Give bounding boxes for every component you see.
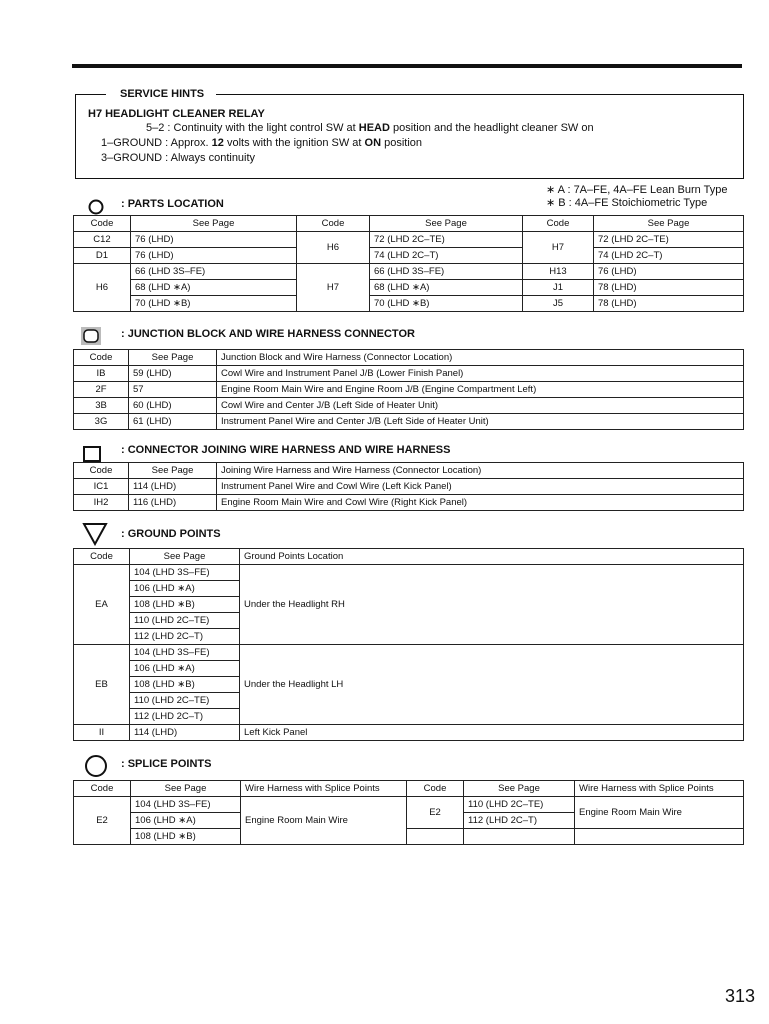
part-page: 72 (LHD 2C–TE) [594,232,744,248]
table-row [74,232,744,248]
table-row [74,414,744,430]
cj-location: Instrument Panel Wire and Cowl Wire (Left Kick Panel) [217,479,744,495]
header-see-page: See Page [370,216,523,232]
part-page: 70 (LHD ∗B) [370,296,523,312]
gp-page: 108 (LHD ∗B) [130,677,240,693]
sp-harness: Engine Room Main Wire [241,797,407,845]
connector-joining-icon [83,446,101,462]
gp-code: EB [74,645,130,725]
jb-code: 3B [74,398,129,414]
jb-code: 2F [74,382,129,398]
gp-location: Under the Headlight RH [240,565,744,645]
sp-page: 110 (LHD 2C–TE) [464,797,575,813]
table-row [74,725,744,741]
connector-joining-title: : CONNECTOR JOINING WIRE HARNESS AND WIRE HARNESS [121,444,451,456]
cj-location: Engine Room Main Wire and Cowl Wire (Right Kick Panel) [217,495,744,511]
part-code: D1 [74,248,131,264]
part-code: H7 [523,232,594,264]
header-see-page: See Page [464,781,575,797]
sp-page: 108 (LHD ∗B) [131,829,241,845]
table-row [74,264,744,280]
gp-page: 108 (LHD ∗B) [130,597,240,613]
part-code: J1 [523,280,594,296]
header-code: Code [74,216,131,232]
part-code: H7 [297,264,370,312]
note-a: ∗ A : 7A–FE, 4A–FE Lean Burn Type [546,184,728,196]
jb-page: 57 [129,382,217,398]
part-page: 74 (LHD 2C–T) [594,248,744,264]
gp-page: 114 (LHD) [130,725,240,741]
part-page: 76 (LHD) [594,264,744,280]
part-page: 78 (LHD) [594,296,744,312]
table-row [74,280,744,296]
part-page: 74 (LHD 2C–T) [370,248,523,264]
gp-page: 110 (LHD 2C–TE) [130,693,240,709]
header-see-page: See Page [131,781,241,797]
header-code: Code [74,549,130,565]
gp-page: 104 (LHD 3S–FE) [130,645,240,661]
sp-page: 104 (LHD 3S–FE) [131,797,241,813]
gp-page: 112 (LHD 2C–T) [130,709,240,725]
splice-points-title: : SPLICE POINTS [121,758,212,770]
part-page: 72 (LHD 2C–TE) [370,232,523,248]
table-header-row [74,549,744,565]
header-code: Code [523,216,594,232]
table-row [74,479,744,495]
part-code: J5 [523,296,594,312]
part-code: C12 [74,232,131,248]
part-page: 68 (LHD ∗A) [131,280,297,296]
jb-page: 60 (LHD) [129,398,217,414]
table-row [74,645,744,661]
ground-points-icon [82,522,108,546]
note-b: ∗ B : 4A–FE Stoichiometric Type [546,197,708,209]
junction-block-title: : JUNCTION BLOCK AND WIRE HARNESS CONNECTOR [121,328,415,340]
table-row [74,382,744,398]
jb-code: IB [74,366,129,382]
junction-block-icon [80,326,102,346]
top-rule [72,64,742,68]
header-see-page: See Page [130,549,240,565]
gp-page: 112 (LHD 2C–T) [130,629,240,645]
header-location: Joining Wire Harness and Wire Harness (Connector Location) [217,463,744,479]
sp-code: E2 [74,797,131,845]
sp-harness: Engine Room Main Wire [575,797,744,829]
parts-location-table [73,215,744,312]
gp-code: EA [74,565,130,645]
part-page: 76 (LHD) [131,248,297,264]
cj-code: IH2 [74,495,129,511]
relay-title: H7 HEADLIGHT CLEANER RELAY [88,108,265,120]
sp-page: 106 (LHD ∗A) [131,813,241,829]
gp-page: 106 (LHD ∗A) [130,581,240,597]
gp-code: II [74,725,130,741]
sp-empty-cell [464,829,575,845]
cj-page: 116 (LHD) [129,495,217,511]
table-row [74,248,744,264]
jb-location: Cowl Wire and Instrument Panel J/B (Lower Finish Panel) [217,366,744,382]
header-see-page: See Page [129,463,217,479]
page-number: 313 [724,986,755,1006]
hint-line-1: 5–2 : Continuity with the light control SW at HEAD position and the headlight cleaner SW on [146,122,594,134]
jb-code: 3G [74,414,129,430]
part-page: 70 (LHD ∗B) [131,296,297,312]
header-harness: Wire Harness with Splice Points [241,781,407,797]
gp-page: 106 (LHD ∗A) [130,661,240,677]
hint-line-2: 1–GROUND : Approx. 12 volts with the ignition SW at ON position [101,137,423,149]
connector-joining-table [73,462,744,511]
header-code: Code [297,216,370,232]
service-hints-title: SERVICE HINTS [120,88,205,100]
cj-page: 114 (LHD) [129,479,217,495]
table-row [74,398,744,414]
jb-page: 61 (LHD) [129,414,217,430]
gp-page: 110 (LHD 2C–TE) [130,613,240,629]
header-location: Ground Points Location [240,549,744,565]
ground-points-title: : GROUND POINTS [121,528,221,540]
sp-page: 112 (LHD 2C–T) [464,813,575,829]
splice-points-table [73,780,744,845]
header-code: Code [407,781,464,797]
header-code: Code [74,350,129,366]
cj-code: IC1 [74,479,129,495]
parts-location-icon [88,199,104,215]
part-page: 78 (LHD) [594,280,744,296]
hint-line-3: 3–GROUND : Always continuity [101,152,256,164]
table-row [74,495,744,511]
header-see-page: See Page [594,216,744,232]
sp-code: E2 [407,797,464,829]
table-row [74,296,744,312]
header-code: Code [74,463,129,479]
jb-page: 59 (LHD) [129,366,217,382]
header-see-page: See Page [131,216,297,232]
jb-location: Engine Room Main Wire and Engine Room J/B (Engine Compartment Left) [217,382,744,398]
part-page: 66 (LHD 3S–FE) [370,264,523,280]
table-row [74,366,744,382]
jb-location: Cowl Wire and Center J/B (Left Side of Heater Unit) [217,398,744,414]
part-page: 68 (LHD ∗A) [370,280,523,296]
part-page: 76 (LHD) [131,232,297,248]
part-code: H6 [74,264,131,312]
part-code: H13 [523,264,594,280]
header-harness: Wire Harness with Splice Points [575,781,744,797]
sp-empty-cell [407,829,464,845]
table-row [74,565,744,581]
table-row [74,829,744,845]
header-see-page: See Page [129,350,217,366]
table-row [74,797,744,813]
table-header-row [74,781,744,797]
gp-page: 104 (LHD 3S–FE) [130,565,240,581]
part-code: H6 [297,232,370,264]
header-code: Code [74,781,131,797]
jb-location: Instrument Panel Wire and Center J/B (Left Side of Heater Unit) [217,414,744,430]
splice-points-icon [84,754,108,778]
header-location: Junction Block and Wire Harness (Connector Location) [217,350,744,366]
sp-empty-cell [575,829,744,845]
table-header-row [74,463,744,479]
ground-points-table [73,548,744,741]
junction-block-table [73,349,744,430]
table-header-row [74,216,744,232]
parts-location-title: : PARTS LOCATION [121,198,224,210]
part-page: 66 (LHD 3S–FE) [131,264,297,280]
gp-location: Under the Headlight LH [240,645,744,725]
table-header-row [74,350,744,366]
gp-location: Left Kick Panel [240,725,744,741]
